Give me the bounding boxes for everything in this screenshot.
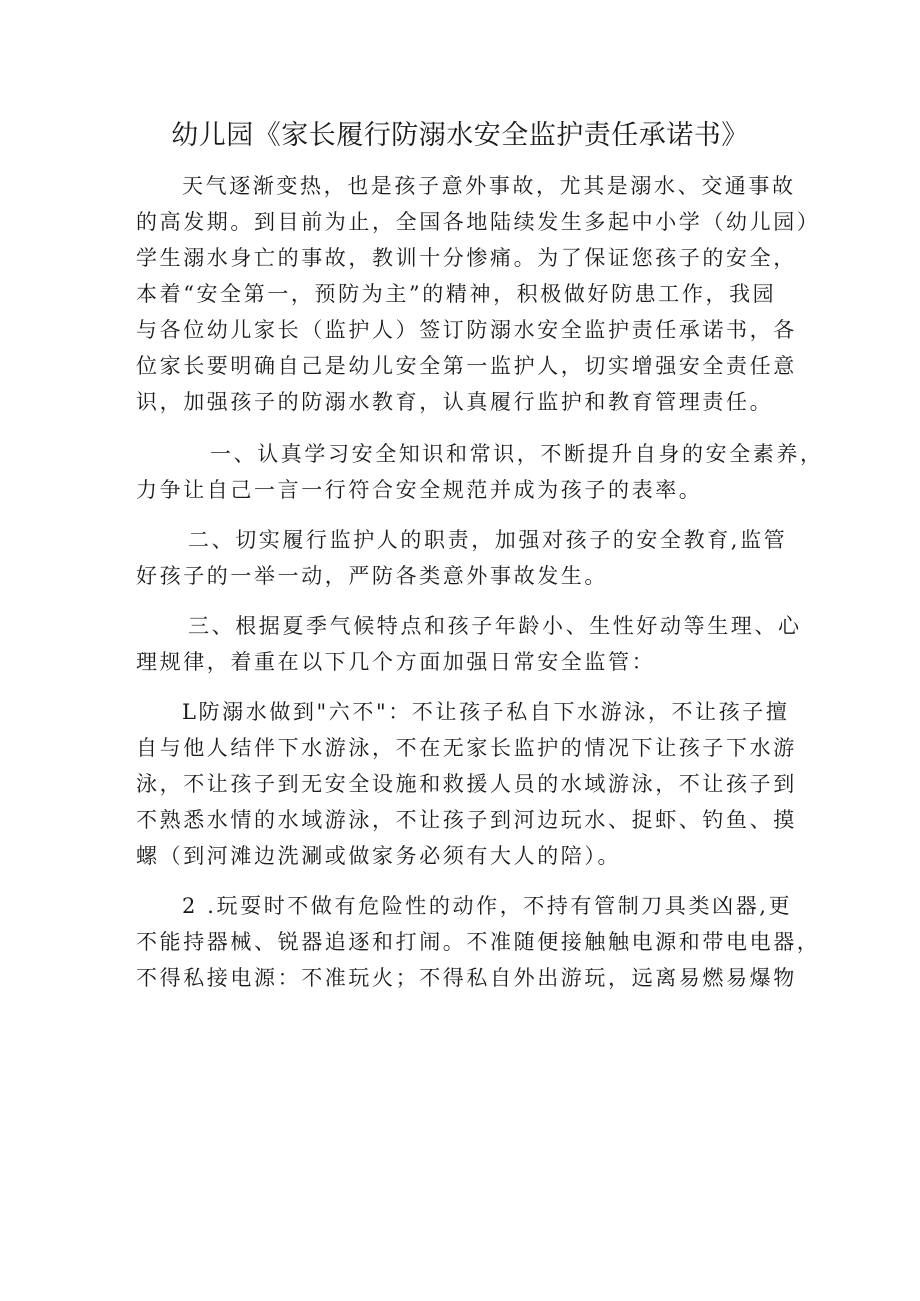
text-line: 自与他人结伴下水游泳，不在无家长监护的情况下让孩子下水游 xyxy=(136,736,797,760)
text-line: 的高发期。到目前为止，全国各地陆续发生多起中小学（幼儿园） xyxy=(136,210,821,234)
document-title: 幼儿园《家长履行防溺水安全监护责任承诺书》 xyxy=(171,120,749,151)
text-line: 不得私接电源：不准玩火；不得私自外出游玩，远离易燃易爆物 xyxy=(136,966,797,990)
text-line: L防溺水做到"六不"：不让孩子私自下水游泳，不让孩子擅 xyxy=(182,700,790,724)
text-line: 与各位幼儿家长（监护人）签订防溺水安全监护责任承诺书，各 xyxy=(136,318,797,342)
text-line: 螺（到河滩边洗涮或做家务必须有大人的陪）。 xyxy=(136,844,622,868)
text-line: 天气逐渐变热，也是孩子意外事故，尤其是溺水、交通事故 xyxy=(182,174,796,198)
text-line: 理规律，着重在以下几个方面加强日常安全监管： xyxy=(136,650,656,674)
clause-two-paragraph xyxy=(136,522,796,594)
item-one-paragraph xyxy=(136,694,796,874)
text-line: 三、根据夏季气候特点和孩子年龄小、生性好动等生理、心 xyxy=(188,614,802,638)
text-line: 学生溺水身亡的事故，教训十分惨痛。为了保证您孩子的安全， xyxy=(136,246,797,270)
text-line: 不能持器械、锐器追逐和打闹。不准随便接触触电源和带电电器， xyxy=(136,930,821,954)
text-line: 位家长要明确自己是幼儿安全第一监护人，切实增强安全责任意 xyxy=(136,354,797,378)
text-line: 2 .玩耍时不做有危险性的动作，不持有管制刀具类凶器,更 xyxy=(182,894,793,918)
document-body xyxy=(136,168,824,996)
text-line: 好孩子的一举一动，严防各类意外事故发生。 xyxy=(136,564,608,588)
text-line: 不熟悉水情的水域游泳，不让孩子到河边玩水、捉虾、钓鱼、摸 xyxy=(136,808,797,832)
clause-three-paragraph xyxy=(136,608,802,680)
text-line: 力争让自己一言一行符合安全规范并成为孩子的表率。 xyxy=(136,478,703,502)
text-line: 泳，不让孩子到无安全设施和救援人员的水域游泳，不让孩子到 xyxy=(136,772,797,796)
intro-paragraph xyxy=(136,168,821,420)
clause-one-paragraph xyxy=(136,436,824,508)
text-line: 二、切实履行监护人的职责，加强对孩子的安全教育,监管 xyxy=(188,528,788,552)
item-two-paragraph xyxy=(136,888,821,996)
text-line: 本着“安全第一，预防为主”的精神，积极做好防患工作，我园 xyxy=(136,282,777,306)
text-line: 识，加强孩子的防溺水教育，认真履行监护和教育管理责任。 xyxy=(136,390,774,414)
text-line: 一、认真学习安全知识和常识，不断提升自身的安全素养， xyxy=(210,442,824,466)
